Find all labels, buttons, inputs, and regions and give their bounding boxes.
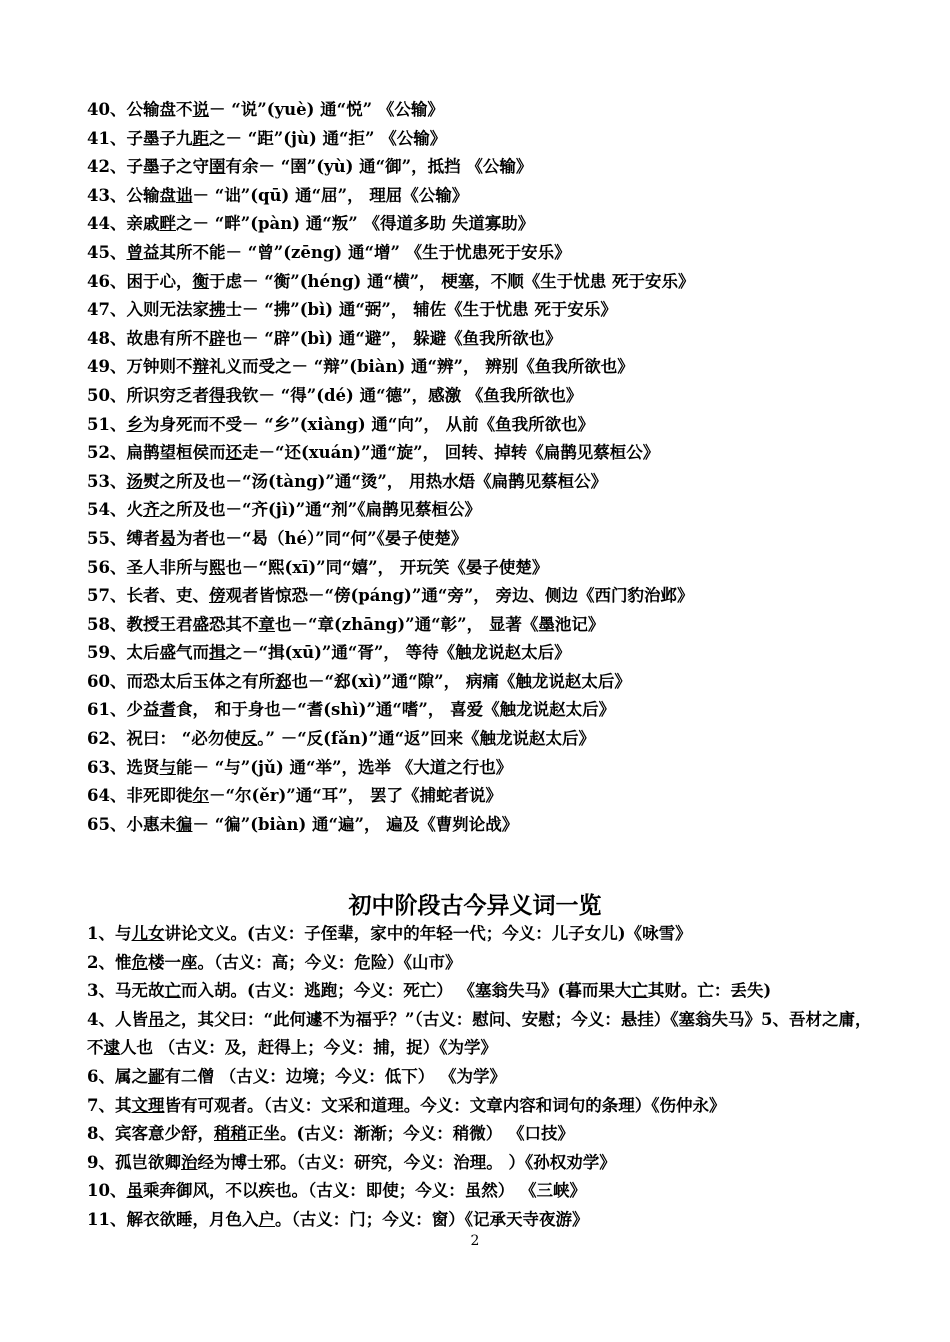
text-segment: 益其所不能－ “曾”(zēng) 通“增” 《生于忧患死于安乐》 xyxy=(142,242,571,262)
list-item xyxy=(87,182,887,211)
list-item xyxy=(87,353,887,382)
text-segment: 而入胡。(古义：逃跑；今义：死亡） 《塞翁失马》(暮而果大 xyxy=(180,981,632,1001)
text-segment: － “诎”(qū) 通“屈”， 理屈《公输》 xyxy=(192,185,469,205)
text-segment: 2、惟 xyxy=(87,952,132,972)
text-segment: 10、 xyxy=(87,1181,127,1201)
key-word: 还 xyxy=(225,443,242,463)
text-segment: 44、亲戚 xyxy=(87,214,160,234)
text-segment: 礼义而受之－ “辩”(biàn) 通“辨”， 辨别《鱼我所欲也》 xyxy=(208,357,634,377)
key-word: 辟 xyxy=(208,328,226,348)
list-item xyxy=(87,468,887,497)
list-item xyxy=(87,382,887,411)
list-item xyxy=(87,411,887,440)
key-word: 诎 xyxy=(175,185,193,205)
key-word: 危 xyxy=(131,952,148,972)
text-segment: 能－ “与”(jǔ) 通“举”，选举 《大道之行也》 xyxy=(175,757,513,777)
text-segment: 45、 xyxy=(87,242,127,262)
list-item xyxy=(87,949,877,978)
list-item xyxy=(87,554,887,583)
section-heading: 初中阶段古今异义词一览 xyxy=(348,892,602,919)
text-segment: 3、马无故 xyxy=(87,981,165,1001)
text-segment: 47、入则无法家 xyxy=(87,300,209,320)
list-item xyxy=(87,296,887,325)
list-item xyxy=(87,1063,877,1092)
key-word: 郄 xyxy=(274,671,292,691)
text-segment: 也－“熙(xī)”同“嬉”， 开玩笑《晏子使楚》 xyxy=(225,557,549,577)
text-segment: 4、人皆 xyxy=(87,1009,148,1029)
text-segment: 48、故患有所不 xyxy=(87,328,209,348)
text-segment: － “徧”(biàn) 通“遍”， 遍及《曹刿论战》 xyxy=(192,814,519,834)
text-segment: 有二僧 （古义：边境；今义：低下） 《为学》 xyxy=(164,1066,506,1086)
list-item xyxy=(87,582,887,611)
key-word: 治 xyxy=(180,1152,198,1172)
list-item xyxy=(87,268,887,297)
text-segment: 之，其父曰：“此何遽不为福乎？”（古义：慰问、安慰；今义：悬挂）《塞翁失马》5、吾材之庸，不 xyxy=(87,1009,872,1058)
key-word: 反 xyxy=(240,729,258,749)
text-segment: 乘奔御风，不以疾也。（古义：即使；今义：虽然） 《三峡》 xyxy=(142,1181,586,1201)
text-segment: 经为博士邪。（古义：研究，今义：治理。 ）《孙权劝学》 xyxy=(197,1152,616,1172)
text-segment: 。（古义：门；今义：窗）《记承天寺夜游》 xyxy=(274,1209,589,1229)
list-item xyxy=(87,125,887,154)
text-segment: 楼一座。（古义：高；今义：危险）《山市》 xyxy=(147,952,462,972)
text-segment: 观者皆惊恐－“傍(páng)”通“旁”， 旁边、侧边《西门豹治邺》 xyxy=(225,586,694,606)
text-segment: 7、其 xyxy=(87,1095,132,1115)
list-item xyxy=(87,496,887,525)
text-segment: 之所及也－“齐(jì)”通“剂”《扁鹊见蔡桓公》 xyxy=(159,500,482,520)
list-item xyxy=(87,668,887,697)
list-item xyxy=(87,1206,877,1235)
list-item xyxy=(87,811,887,840)
text-segment: 之－ “畔”(pàn) 通“叛” 《得道多助 失道寡助》 xyxy=(175,214,535,234)
list-item xyxy=(87,153,887,182)
text-segment: 43、公输盘 xyxy=(87,185,176,205)
text-segment: 也－“章(zhāng)”通“彰”， 显著《墨池记》 xyxy=(274,614,605,634)
list-item xyxy=(87,525,887,554)
text-segment: 41、子墨子九 xyxy=(87,128,193,148)
text-segment: 57、长者、吏、 xyxy=(87,586,209,606)
text-segment: 熨之所及也－“汤(tàng)”通“烫”， 用热水焐《扁鹊见蔡桓公》 xyxy=(142,471,608,491)
key-word: 亡 xyxy=(164,981,181,1001)
list-item xyxy=(87,611,887,640)
text-segment: 49、万钟则不 xyxy=(87,357,193,377)
text-segment: － “说”(yuè) 通“悦” 《公输》 xyxy=(208,100,444,119)
list-item xyxy=(87,325,887,354)
text-segment: 65、小惠未 xyxy=(87,814,176,834)
text-segment: 8、宾客意少舒， xyxy=(87,1124,214,1144)
text-segment: 为者也－“曷（hé）”同“何”《晏子使楚》 xyxy=(175,528,468,548)
gujin-yiyi-list xyxy=(87,920,877,1235)
text-segment: 。” －“反(fǎn)”通“返”回来《触龙说赵太后》 xyxy=(257,729,596,749)
text-segment: 50、所识穷乏者 xyxy=(87,385,209,405)
text-segment: 走－“还(xuán)”通“旋”， 回转、掉转《扁鹊见蔡桓公》 xyxy=(241,443,660,463)
text-segment: 也－“郄(xì)”通“隙”， 病痛《触龙说赵太后》 xyxy=(291,671,631,691)
text-segment: 40、公输盘不 xyxy=(87,100,193,119)
list-item xyxy=(87,920,877,949)
key-word: 儿女 xyxy=(131,924,165,943)
text-segment: 55、缚者 xyxy=(87,528,160,548)
list-item xyxy=(87,1120,877,1149)
list-item xyxy=(87,210,887,239)
key-word: 曷 xyxy=(159,528,176,548)
key-word: 与 xyxy=(159,757,176,777)
key-word: 熙 xyxy=(208,557,226,577)
key-word: 汤 xyxy=(126,471,143,491)
key-word: 逮 xyxy=(103,1038,120,1058)
text-segment: 59、太后盛气而 xyxy=(87,643,209,663)
text-segment: 之－“揖(xū)”通“胥”， 等待《触龙说赵太后》 xyxy=(225,643,571,663)
text-segment: 皆有可观者。（古义：文采和道理。今义：文章内容和词句的条理）《伤仲永》 xyxy=(164,1095,726,1115)
key-word: 虽 xyxy=(126,1181,143,1201)
list-item xyxy=(87,1006,877,1063)
text-segment: 53、 xyxy=(87,471,127,491)
text-segment: 58、教授王君盛恐其不 xyxy=(87,614,259,634)
key-word: 耆 xyxy=(159,700,176,720)
text-segment: 食， 和于身也－“耆(shì)”通“嗜”， 喜爱《触龙说赵太后》 xyxy=(175,700,616,720)
list-item xyxy=(87,1177,877,1206)
key-word: 辩 xyxy=(192,357,209,377)
text-segment: 62、祝曰： “必勿使 xyxy=(87,729,241,749)
list-item xyxy=(87,639,887,668)
text-segment: 我钦－ “得”(dé) 通“德”，感激 《鱼我所欲也》 xyxy=(225,385,583,405)
list-item xyxy=(87,239,887,268)
key-word: 吊 xyxy=(147,1009,165,1029)
key-word: 衡 xyxy=(192,271,209,291)
text-segment: 61、少益 xyxy=(87,700,160,720)
key-word: 齐 xyxy=(142,500,160,520)
key-word: 尔 xyxy=(192,786,209,806)
key-word: 揖 xyxy=(208,643,226,663)
text-segment: 讲论文义。(古义：子侄辈，家中的年轻一代；今义：儿子女儿)《咏雪》 xyxy=(164,924,692,943)
text-segment: 人也 （古义：及，赶得上；今义：捕，捉）《为学》 xyxy=(120,1038,497,1058)
text-segment: 9、孤岂欲卿 xyxy=(87,1152,181,1172)
list-item xyxy=(87,1092,877,1121)
key-word: 得 xyxy=(208,385,226,405)
text-segment: 42、子墨子之守 xyxy=(87,157,209,177)
key-word: 说 xyxy=(192,100,209,119)
text-segment: 54、火 xyxy=(87,500,143,520)
text-segment: 正坐。(古义：渐渐；今义：稍微） 《口技》 xyxy=(246,1124,575,1144)
text-segment: 之－ “距”(jù) 通“拒” 《公输》 xyxy=(208,128,447,148)
text-segment: 11、解衣欲睡，月色入 xyxy=(87,1209,259,1229)
text-segment: 63、选贤 xyxy=(87,757,160,777)
tongjiazi-list xyxy=(87,96,887,839)
text-segment: －“尔(ěr)”通“耳”， 罢了《捕蛇者说》 xyxy=(208,786,502,806)
list-item xyxy=(87,439,887,468)
text-segment: 也－ “辟”(bì) 通“避”， 躲避《鱼我所欲也》 xyxy=(225,328,562,348)
key-word: 鄙 xyxy=(147,1066,165,1086)
key-word: 傍 xyxy=(208,586,226,606)
key-word: 曾 xyxy=(126,242,143,262)
key-word: 圉 xyxy=(208,157,226,177)
list-item xyxy=(87,1149,877,1178)
list-item xyxy=(87,782,887,811)
list-item xyxy=(87,96,887,125)
text-segment: 士－ “拂”(bì) 通“弼”， 辅佐《生于忧患 死于安乐》 xyxy=(225,300,617,320)
text-segment: 46、困于心， xyxy=(87,271,193,291)
text-segment: 其财。亡：丢失) xyxy=(647,981,772,1001)
key-word: 距 xyxy=(192,128,209,148)
text-segment: 64、非死即徙 xyxy=(87,786,193,806)
key-word: 拂 xyxy=(208,300,226,320)
key-word: 乡 xyxy=(126,414,143,434)
text-segment: 51、 xyxy=(87,414,127,434)
key-word: 户 xyxy=(258,1209,275,1229)
list-item xyxy=(87,977,877,1006)
key-word: 畔 xyxy=(159,214,176,234)
page-number: 2 xyxy=(470,1233,480,1249)
list-item xyxy=(87,754,887,783)
text-segment: 56、圣人非所与 xyxy=(87,557,209,577)
list-item xyxy=(87,696,887,725)
text-segment: 6、属之 xyxy=(87,1066,148,1086)
key-word: 章 xyxy=(258,614,275,634)
key-word: 稍稍 xyxy=(213,1124,247,1144)
text-segment: 1、与 xyxy=(87,924,132,943)
key-word: 徧 xyxy=(175,814,193,834)
text-segment: 有余－ “圉”(yù) 通“御”，抵挡 《公输》 xyxy=(225,157,533,177)
key-word: 亡 xyxy=(631,981,648,1001)
text-segment: 于虑－ “衡”(héng) 通“横”， 梗塞，不顺《生于忧患 死于安乐》 xyxy=(208,271,695,291)
text-segment: 52、扁鹊望桓侯而 xyxy=(87,443,226,463)
text-segment: 为身死而不受－ “乡”(xiàng) 通“向”， 从前《鱼我所欲也》 xyxy=(142,414,595,434)
key-word: 文理 xyxy=(131,1095,165,1115)
text-segment: 60、而恐太后玉体之有所 xyxy=(87,671,275,691)
list-item xyxy=(87,725,887,754)
